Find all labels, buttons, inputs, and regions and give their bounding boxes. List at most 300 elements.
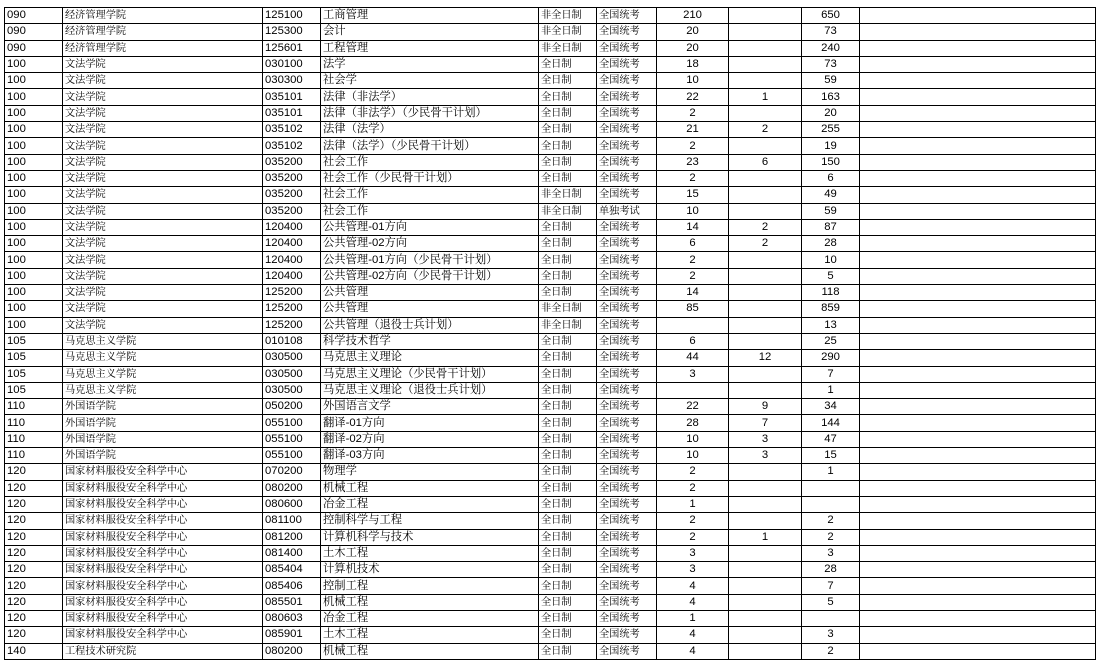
study-mode-cell: 非全日制 xyxy=(539,24,597,40)
dept-name-cell: 文法学院 xyxy=(63,301,263,317)
major-name-cell: 社会工作 xyxy=(321,203,539,219)
study-mode-cell: 非全日制 xyxy=(539,40,597,56)
dept-name-cell: 文法学院 xyxy=(63,317,263,333)
quota-cell: 1 xyxy=(657,610,729,626)
empty-cell xyxy=(860,285,1096,301)
dept-name-cell: 文法学院 xyxy=(63,219,263,235)
dept-name-cell: 马克思主义学院 xyxy=(63,333,263,349)
dept-code-cell: 090 xyxy=(5,8,63,24)
dept-code-cell: 100 xyxy=(5,122,63,138)
dept-code-cell: 120 xyxy=(5,594,63,610)
empty-cell xyxy=(860,431,1096,447)
study-mode-cell: 全日制 xyxy=(539,529,597,545)
exam-type-cell: 全国统考 xyxy=(597,366,657,382)
major-name-cell: 公共管理-01方向 xyxy=(321,219,539,235)
dept-name-cell: 文法学院 xyxy=(63,170,263,186)
major-code-cell: 030100 xyxy=(263,56,321,72)
exam-type-cell: 全国统考 xyxy=(597,333,657,349)
exempt-cell xyxy=(729,643,802,659)
exempt-cell: 6 xyxy=(729,154,802,170)
quota-cell: 2 xyxy=(657,252,729,268)
quota-cell xyxy=(657,382,729,398)
exempt-cell xyxy=(729,562,802,578)
dept-name-cell: 文法学院 xyxy=(63,252,263,268)
applicants-cell: 240 xyxy=(802,40,860,56)
table-row xyxy=(5,350,1096,366)
major-code-cell: 010108 xyxy=(263,333,321,349)
applicants-cell: 859 xyxy=(802,301,860,317)
table-row xyxy=(5,382,1096,398)
study-mode-cell: 全日制 xyxy=(539,415,597,431)
study-mode-cell: 全日制 xyxy=(539,496,597,512)
exempt-cell: 7 xyxy=(729,415,802,431)
empty-cell xyxy=(860,89,1096,105)
major-name-cell: 机械工程 xyxy=(321,480,539,496)
quota-cell: 2 xyxy=(657,480,729,496)
major-name-cell: 土木工程 xyxy=(321,627,539,643)
applicants-cell: 25 xyxy=(802,333,860,349)
dept-code-cell: 100 xyxy=(5,56,63,72)
applicants-cell: 255 xyxy=(802,122,860,138)
major-code-cell: 030500 xyxy=(263,382,321,398)
applicants-cell: 150 xyxy=(802,154,860,170)
exam-type-cell: 全国统考 xyxy=(597,8,657,24)
table-row xyxy=(5,594,1096,610)
major-code-cell: 030300 xyxy=(263,73,321,89)
quota-cell: 4 xyxy=(657,627,729,643)
dept-name-cell: 国家材料服役安全科学中心 xyxy=(63,464,263,480)
major-name-cell: 工商管理 xyxy=(321,8,539,24)
exam-type-cell: 全国统考 xyxy=(597,594,657,610)
study-mode-cell: 全日制 xyxy=(539,513,597,529)
empty-cell xyxy=(860,40,1096,56)
empty-cell xyxy=(860,545,1096,561)
table-row xyxy=(5,317,1096,333)
empty-cell xyxy=(860,170,1096,186)
dept-name-cell: 国家材料服役安全科学中心 xyxy=(63,529,263,545)
major-code-cell: 125200 xyxy=(263,317,321,333)
dept-name-cell: 马克思主义学院 xyxy=(63,382,263,398)
exam-type-cell: 全国统考 xyxy=(597,285,657,301)
major-code-cell: 030500 xyxy=(263,350,321,366)
applicants-cell: 144 xyxy=(802,415,860,431)
dept-code-cell: 105 xyxy=(5,366,63,382)
major-code-cell: 035101 xyxy=(263,89,321,105)
major-name-cell: 外国语言文学 xyxy=(321,399,539,415)
dept-name-cell: 国家材料服役安全科学中心 xyxy=(63,594,263,610)
major-name-cell: 土木工程 xyxy=(321,545,539,561)
major-name-cell: 机械工程 xyxy=(321,594,539,610)
quota-cell: 14 xyxy=(657,219,729,235)
exam-type-cell: 单独考试 xyxy=(597,203,657,219)
empty-cell xyxy=(860,317,1096,333)
quota-cell: 2 xyxy=(657,529,729,545)
table-row xyxy=(5,219,1096,235)
empty-cell xyxy=(860,73,1096,89)
major-name-cell: 冶金工程 xyxy=(321,610,539,626)
major-name-cell: 社会工作（少民骨干计划） xyxy=(321,170,539,186)
major-code-cell: 081400 xyxy=(263,545,321,561)
major-name-cell: 马克思主义理论（退役士兵计划） xyxy=(321,382,539,398)
exam-type-cell: 全国统考 xyxy=(597,219,657,235)
major-code-cell: 050200 xyxy=(263,399,321,415)
exempt-cell xyxy=(729,333,802,349)
major-code-cell: 120400 xyxy=(263,236,321,252)
quota-cell: 2 xyxy=(657,170,729,186)
dept-code-cell: 100 xyxy=(5,219,63,235)
quota-cell: 3 xyxy=(657,366,729,382)
study-mode-cell: 全日制 xyxy=(539,73,597,89)
exam-type-cell: 全国统考 xyxy=(597,513,657,529)
exam-type-cell: 全国统考 xyxy=(597,399,657,415)
major-code-cell: 035200 xyxy=(263,203,321,219)
table-row xyxy=(5,545,1096,561)
dept-name-cell: 经济管理学院 xyxy=(63,24,263,40)
dept-code-cell: 100 xyxy=(5,154,63,170)
empty-cell xyxy=(860,610,1096,626)
dept-name-cell: 文法学院 xyxy=(63,285,263,301)
dept-code-cell: 140 xyxy=(5,643,63,659)
exempt-cell: 1 xyxy=(729,89,802,105)
exempt-cell: 3 xyxy=(729,448,802,464)
applicants-cell: 34 xyxy=(802,399,860,415)
major-name-cell: 法律（法学） xyxy=(321,122,539,138)
major-name-cell: 公共管理（退役士兵计划） xyxy=(321,317,539,333)
exempt-cell xyxy=(729,252,802,268)
major-code-cell: 081100 xyxy=(263,513,321,529)
major-name-cell: 马克思主义理论 xyxy=(321,350,539,366)
study-mode-cell: 全日制 xyxy=(539,480,597,496)
dept-code-cell: 100 xyxy=(5,268,63,284)
empty-cell xyxy=(860,399,1096,415)
major-code-cell: 081200 xyxy=(263,529,321,545)
quota-cell: 10 xyxy=(657,73,729,89)
empty-cell xyxy=(860,529,1096,545)
dept-code-cell: 100 xyxy=(5,203,63,219)
exam-type-cell: 全国统考 xyxy=(597,496,657,512)
exam-type-cell: 全国统考 xyxy=(597,24,657,40)
exempt-cell: 2 xyxy=(729,236,802,252)
empty-cell xyxy=(860,24,1096,40)
major-code-cell: 085901 xyxy=(263,627,321,643)
table-row xyxy=(5,8,1096,24)
exam-type-cell: 全国统考 xyxy=(597,350,657,366)
table-row xyxy=(5,464,1096,480)
exam-type-cell: 全国统考 xyxy=(597,301,657,317)
study-mode-cell: 全日制 xyxy=(539,448,597,464)
exempt-cell xyxy=(729,203,802,219)
exempt-cell xyxy=(729,40,802,56)
quota-cell: 22 xyxy=(657,399,729,415)
applicants-cell: 6 xyxy=(802,170,860,186)
study-mode-cell: 全日制 xyxy=(539,464,597,480)
applicants-cell xyxy=(802,610,860,626)
quota-cell: 3 xyxy=(657,545,729,561)
dept-name-cell: 文法学院 xyxy=(63,89,263,105)
table-row xyxy=(5,431,1096,447)
exempt-cell xyxy=(729,56,802,72)
applicants-cell xyxy=(802,496,860,512)
exempt-cell xyxy=(729,578,802,594)
exam-type-cell: 全国统考 xyxy=(597,415,657,431)
exempt-cell xyxy=(729,627,802,643)
major-name-cell: 社会工作 xyxy=(321,187,539,203)
major-name-cell: 公共管理 xyxy=(321,301,539,317)
exempt-cell xyxy=(729,317,802,333)
empty-cell xyxy=(860,513,1096,529)
dept-name-cell: 文法学院 xyxy=(63,56,263,72)
quota-cell: 10 xyxy=(657,203,729,219)
table-row xyxy=(5,268,1096,284)
table-row xyxy=(5,122,1096,138)
exam-type-cell: 全国统考 xyxy=(597,610,657,626)
major-code-cell: 035200 xyxy=(263,170,321,186)
study-mode-cell: 全日制 xyxy=(539,643,597,659)
exempt-cell xyxy=(729,366,802,382)
dept-code-cell: 105 xyxy=(5,350,63,366)
empty-cell xyxy=(860,627,1096,643)
study-mode-cell: 全日制 xyxy=(539,382,597,398)
study-mode-cell: 全日制 xyxy=(539,56,597,72)
exam-type-cell: 全国统考 xyxy=(597,56,657,72)
applicants-cell: 3 xyxy=(802,545,860,561)
dept-name-cell: 外国语学院 xyxy=(63,448,263,464)
major-code-cell: 080200 xyxy=(263,643,321,659)
dept-name-cell: 文法学院 xyxy=(63,122,263,138)
exempt-cell xyxy=(729,382,802,398)
study-mode-cell: 全日制 xyxy=(539,170,597,186)
exam-type-cell: 全国统考 xyxy=(597,431,657,447)
major-name-cell: 计算机技术 xyxy=(321,562,539,578)
dept-code-cell: 100 xyxy=(5,236,63,252)
major-name-cell: 法律（非法学）（少民骨干计划） xyxy=(321,105,539,121)
empty-cell xyxy=(860,56,1096,72)
dept-name-cell: 国家材料服役安全科学中心 xyxy=(63,480,263,496)
major-code-cell: 125200 xyxy=(263,285,321,301)
dept-code-cell: 120 xyxy=(5,610,63,626)
study-mode-cell: 全日制 xyxy=(539,350,597,366)
dept-code-cell: 120 xyxy=(5,529,63,545)
study-mode-cell: 全日制 xyxy=(539,236,597,252)
table-row xyxy=(5,285,1096,301)
quota-cell: 23 xyxy=(657,154,729,170)
table-row xyxy=(5,562,1096,578)
applicants-cell: 3 xyxy=(802,627,860,643)
quota-cell: 10 xyxy=(657,431,729,447)
dept-name-cell: 国家材料服役安全科学中心 xyxy=(63,496,263,512)
major-code-cell: 080600 xyxy=(263,496,321,512)
major-name-cell: 公共管理-01方向（少民骨干计划） xyxy=(321,252,539,268)
exam-type-cell: 全国统考 xyxy=(597,236,657,252)
study-mode-cell: 全日制 xyxy=(539,578,597,594)
exempt-cell xyxy=(729,285,802,301)
exempt-cell: 3 xyxy=(729,431,802,447)
quota-cell: 4 xyxy=(657,594,729,610)
study-mode-cell: 全日制 xyxy=(539,627,597,643)
dept-code-cell: 105 xyxy=(5,333,63,349)
quota-cell: 6 xyxy=(657,236,729,252)
dept-name-cell: 工程技术研究院 xyxy=(63,643,263,659)
quota-cell: 2 xyxy=(657,464,729,480)
empty-cell xyxy=(860,496,1096,512)
dept-code-cell: 100 xyxy=(5,187,63,203)
major-code-cell: 070200 xyxy=(263,464,321,480)
exempt-cell xyxy=(729,105,802,121)
major-name-cell: 公共管理-02方向（少民骨干计划） xyxy=(321,268,539,284)
table-row xyxy=(5,513,1096,529)
exam-type-cell: 全国统考 xyxy=(597,154,657,170)
study-mode-cell: 全日制 xyxy=(539,545,597,561)
major-name-cell: 翻译-02方向 xyxy=(321,431,539,447)
table-row xyxy=(5,105,1096,121)
major-code-cell: 035102 xyxy=(263,138,321,154)
applicants-cell: 2 xyxy=(802,643,860,659)
empty-cell xyxy=(860,154,1096,170)
dept-code-cell: 110 xyxy=(5,399,63,415)
table-row xyxy=(5,170,1096,186)
study-mode-cell: 全日制 xyxy=(539,89,597,105)
dept-name-cell: 国家材料服役安全科学中心 xyxy=(63,545,263,561)
table-row xyxy=(5,480,1096,496)
applicants-cell: 28 xyxy=(802,236,860,252)
dept-name-cell: 经济管理学院 xyxy=(63,8,263,24)
applicants-cell: 163 xyxy=(802,89,860,105)
study-mode-cell: 全日制 xyxy=(539,138,597,154)
major-code-cell: 120400 xyxy=(263,268,321,284)
major-name-cell: 冶金工程 xyxy=(321,496,539,512)
major-code-cell: 080603 xyxy=(263,610,321,626)
table-row xyxy=(5,627,1096,643)
major-code-cell: 085404 xyxy=(263,562,321,578)
quota-cell: 44 xyxy=(657,350,729,366)
empty-cell xyxy=(860,415,1096,431)
applicants-cell: 49 xyxy=(802,187,860,203)
exempt-cell: 2 xyxy=(729,219,802,235)
major-code-cell: 055100 xyxy=(263,415,321,431)
dept-name-cell: 国家材料服役安全科学中心 xyxy=(63,562,263,578)
applicants-cell: 19 xyxy=(802,138,860,154)
major-name-cell: 工程管理 xyxy=(321,40,539,56)
table-row xyxy=(5,24,1096,40)
quota-cell: 2 xyxy=(657,268,729,284)
study-mode-cell: 全日制 xyxy=(539,610,597,626)
applicants-cell: 59 xyxy=(802,203,860,219)
applicants-cell: 1 xyxy=(802,464,860,480)
applicants-cell: 10 xyxy=(802,252,860,268)
study-mode-cell: 全日制 xyxy=(539,268,597,284)
quota-cell xyxy=(657,317,729,333)
dept-code-cell: 110 xyxy=(5,431,63,447)
exempt-cell xyxy=(729,187,802,203)
major-code-cell: 080200 xyxy=(263,480,321,496)
exam-type-cell: 全国统考 xyxy=(597,138,657,154)
major-name-cell: 科学技术哲学 xyxy=(321,333,539,349)
quota-cell: 15 xyxy=(657,187,729,203)
applicants-cell: 15 xyxy=(802,448,860,464)
quota-cell: 2 xyxy=(657,138,729,154)
study-mode-cell: 非全日制 xyxy=(539,301,597,317)
major-code-cell: 035102 xyxy=(263,122,321,138)
dept-code-cell: 120 xyxy=(5,562,63,578)
dept-name-cell: 外国语学院 xyxy=(63,415,263,431)
empty-cell xyxy=(860,578,1096,594)
table-row xyxy=(5,333,1096,349)
major-code-cell: 085501 xyxy=(263,594,321,610)
table-row xyxy=(5,415,1096,431)
major-code-cell: 055100 xyxy=(263,431,321,447)
applicants-cell: 59 xyxy=(802,73,860,89)
quota-cell: 28 xyxy=(657,415,729,431)
empty-cell xyxy=(860,8,1096,24)
table-row xyxy=(5,399,1096,415)
study-mode-cell: 全日制 xyxy=(539,366,597,382)
table-row xyxy=(5,187,1096,203)
dept-code-cell: 100 xyxy=(5,138,63,154)
table-row xyxy=(5,448,1096,464)
major-name-cell: 翻译-01方向 xyxy=(321,415,539,431)
dept-name-cell: 外国语学院 xyxy=(63,399,263,415)
applicants-cell: 118 xyxy=(802,285,860,301)
applicants-cell: 7 xyxy=(802,578,860,594)
quota-cell: 210 xyxy=(657,8,729,24)
dept-name-cell: 文法学院 xyxy=(63,105,263,121)
exam-type-cell: 全国统考 xyxy=(597,252,657,268)
dept-code-cell: 120 xyxy=(5,513,63,529)
table-row xyxy=(5,154,1096,170)
exempt-cell xyxy=(729,480,802,496)
table-body xyxy=(5,8,1096,660)
empty-cell xyxy=(860,236,1096,252)
quota-cell: 20 xyxy=(657,24,729,40)
dept-name-cell: 文法学院 xyxy=(63,187,263,203)
major-code-cell: 035200 xyxy=(263,187,321,203)
exempt-cell xyxy=(729,170,802,186)
quota-cell: 4 xyxy=(657,578,729,594)
study-mode-cell: 非全日制 xyxy=(539,203,597,219)
dept-name-cell: 文法学院 xyxy=(63,268,263,284)
exempt-cell xyxy=(729,513,802,529)
study-mode-cell: 全日制 xyxy=(539,122,597,138)
major-code-cell: 035200 xyxy=(263,154,321,170)
empty-cell xyxy=(860,464,1096,480)
dept-code-cell: 100 xyxy=(5,105,63,121)
applicants-cell: 5 xyxy=(802,594,860,610)
applicants-cell: 650 xyxy=(802,8,860,24)
major-code-cell: 125601 xyxy=(263,40,321,56)
applicants-cell: 290 xyxy=(802,350,860,366)
exam-type-cell: 全国统考 xyxy=(597,89,657,105)
empty-cell xyxy=(860,105,1096,121)
major-code-cell: 085406 xyxy=(263,578,321,594)
quota-cell: 1 xyxy=(657,496,729,512)
exam-type-cell: 全国统考 xyxy=(597,464,657,480)
exempt-cell: 1 xyxy=(729,529,802,545)
empty-cell xyxy=(860,301,1096,317)
major-name-cell: 机械工程 xyxy=(321,643,539,659)
admissions-table xyxy=(4,7,1096,660)
exempt-cell xyxy=(729,268,802,284)
table-row xyxy=(5,610,1096,626)
applicants-cell: 87 xyxy=(802,219,860,235)
exempt-cell xyxy=(729,8,802,24)
empty-cell xyxy=(860,203,1096,219)
exam-type-cell: 全国统考 xyxy=(597,187,657,203)
exam-type-cell: 全国统考 xyxy=(597,317,657,333)
quota-cell: 6 xyxy=(657,333,729,349)
dept-code-cell: 100 xyxy=(5,317,63,333)
table-row xyxy=(5,529,1096,545)
major-name-cell: 控制工程 xyxy=(321,578,539,594)
